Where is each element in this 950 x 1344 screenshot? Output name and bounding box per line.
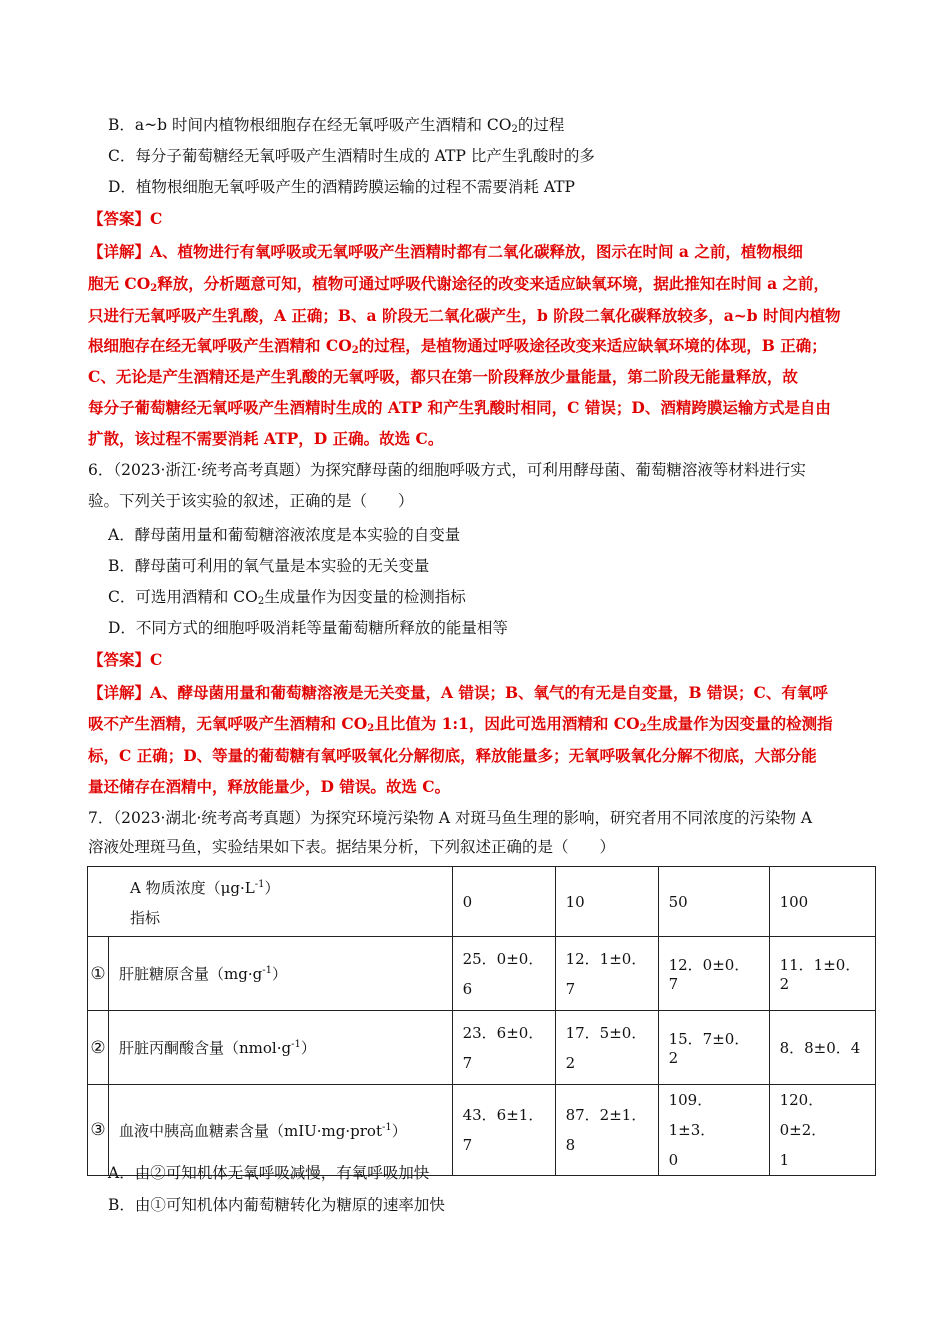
q6-detail-line-4: 量还储存在酒精中，释放能量少，D 错误。故选 C。: [88, 777, 451, 796]
q7-option-b: B．由①可知机体内葡萄糖转化为糖原的速率加快: [108, 1196, 445, 1214]
table-cell: 43．6±1． 7: [452, 1085, 555, 1176]
table-cell: 12．1±0． 7: [555, 937, 658, 1011]
table-cell: 12．0±0．7: [658, 937, 769, 1011]
q5-detail-line-2: 胞无 $CO_2$释放，分析题意可知，植物可通过呼吸代谢途径的改变来适应缺氧环境，据此推知在时间 a 之前，: [88, 274, 830, 294]
table-cell: 11．1±0．2: [769, 937, 875, 1011]
table-cell: 109．1±3． 0: [658, 1085, 769, 1176]
q6-option-a: A．酵母菌用量和葡萄糖溶液浓度是本实验的自变量: [108, 526, 461, 544]
table-cell: 87．2±1． 8: [555, 1085, 658, 1176]
table-cell: 25．0±0． 6: [452, 937, 555, 1011]
table-col-10: 10: [555, 867, 658, 937]
q5-answer: 【答案】C: [88, 209, 163, 228]
q6-option-c: C．可选用酒精和 $CO_2$生成量作为因变量的检测指标: [108, 588, 466, 607]
table-cell: 15．7±0．2: [658, 1011, 769, 1085]
q5-option-b: B．a~b 时间内植物根细胞存在经无氧呼吸产生酒精和 $CO_2$的过程: [108, 116, 565, 135]
q5-detail-line-6: 每分子葡萄糖经无氧呼吸产生酒精时生成的 ATP 和产生乳酸时相同，C 错误；D、酒精跨膜运输方式是自由: [88, 398, 831, 417]
table-cell: 8．8±0．4: [769, 1011, 875, 1085]
q6-stem-line-2: 验。下列关于该实验的叙述，正确的是（ ）: [88, 492, 414, 510]
q7-stem-line-2: 溶液处理斑马鱼，实验结果如下表。据结果分析，下列叙述正确的是（ ）: [88, 838, 616, 856]
q6-answer: 【答案】C: [88, 650, 163, 669]
q5-detail-line-5: C、无论是产生酒精还是产生乳酸的无氧呼吸，都只在第一阶段释放少量能量，第二阶段无能量释放，故: [88, 367, 798, 386]
row-label: 血液中胰高血糖素含量（mIU·mg·prot$^{-1}$）: [109, 1085, 453, 1176]
table-cell: 17．5±0． 2: [555, 1011, 658, 1085]
q5-detail-line-7: 扩散，该过程不需要消耗 ATP，D 正确。故选 C。: [88, 429, 444, 448]
q7-stem-line-1: 7．（2023·湖北·统考高考真题）为探究环境污染物 A 对斑马鱼生理的影响，研究者用不同浓度的污染物 A: [88, 809, 813, 827]
table-cell: 23．6±0． 7: [452, 1011, 555, 1085]
q5-detail-line-1: 【详解】A、植物进行有氧呼吸或无氧呼吸产生酒精时都有二氧化碳释放，图示在时间 a 之前，植物根细: [88, 242, 803, 261]
table-row: [88, 937, 876, 1011]
row-number: ③: [88, 1085, 109, 1176]
table-col-50: 50: [658, 867, 769, 937]
row-number: ①: [88, 937, 109, 1011]
q7-option-a: A．由②可知机体无氧呼吸减慢，有氧呼吸加快: [108, 1164, 430, 1182]
q5-detail-line-3: 只进行无氧呼吸产生乳酸，A 正确；B、a 阶段无二氧化碳产生，b 阶段二氧化碳释放较多，a~b 时间内植物: [88, 306, 841, 325]
q6-stem-line-1: 6．（2023·浙江·统考高考真题）为探究酵母菌的细胞呼吸方式，可利用酵母菌、葡萄糖溶液等材料进行实: [88, 461, 806, 479]
q7-data-table: [87, 866, 876, 1176]
table-col-100: 100: [769, 867, 875, 937]
row-label: 肝脏糖原含量$(mg\cdot g^{-1})$: [109, 937, 453, 1011]
q6-detail-line-2: 吸不产生酒精，无氧呼吸产生酒精和 $CO_2$且比值为 1:1，因此可选用酒精和 $CO_2$生成量作为因变量的检测指: [88, 714, 833, 734]
q6-detail-line-3: 标，C 正确；D、等量的葡萄糖有氧呼吸氧化分解彻底，释放能量多；无氧呼吸氧化分解不彻底，大部分能: [88, 746, 817, 765]
table-col-0: 0: [452, 867, 555, 937]
q5-option-d: D．植物根细胞无氧呼吸产生的酒精跨膜运输的过程不需要消耗 ATP: [108, 178, 575, 196]
row-number: ②: [88, 1011, 109, 1085]
table-cell: 120．0±2． 1: [769, 1085, 875, 1176]
row-label: 肝脏丙酮酸含量$(nmol\cdot g^{-1})$: [109, 1011, 453, 1085]
q6-detail-line-1: 【详解】A、酵母菌用量和葡萄糖溶液是无关变量，A 错误；B、氧气的有无是自变量，B 错误；C、有氧呼: [88, 683, 828, 702]
q5-detail-line-4: 根细胞存在经无氧呼吸产生酒精和 $CO_2$的过程，是植物通过呼吸途径改变来适应缺氧环境的体现，B 正确；: [88, 336, 827, 356]
table-header-label: A 物质浓度$(\mu g\cdot L^{-1})$ 指标: [88, 867, 453, 937]
table-header-row: [88, 867, 876, 937]
table-row: [88, 1011, 876, 1085]
q5-option-c: C．每分子葡萄糖经无氧呼吸产生酒精时生成的 ATP 比产生乳酸时的多: [108, 147, 595, 165]
q6-option-d: D．不同方式的细胞呼吸消耗等量葡萄糖所释放的能量相等: [108, 619, 508, 637]
q6-option-b: B．酵母菌可利用的氧气量是本实验的无关变量: [108, 557, 430, 575]
